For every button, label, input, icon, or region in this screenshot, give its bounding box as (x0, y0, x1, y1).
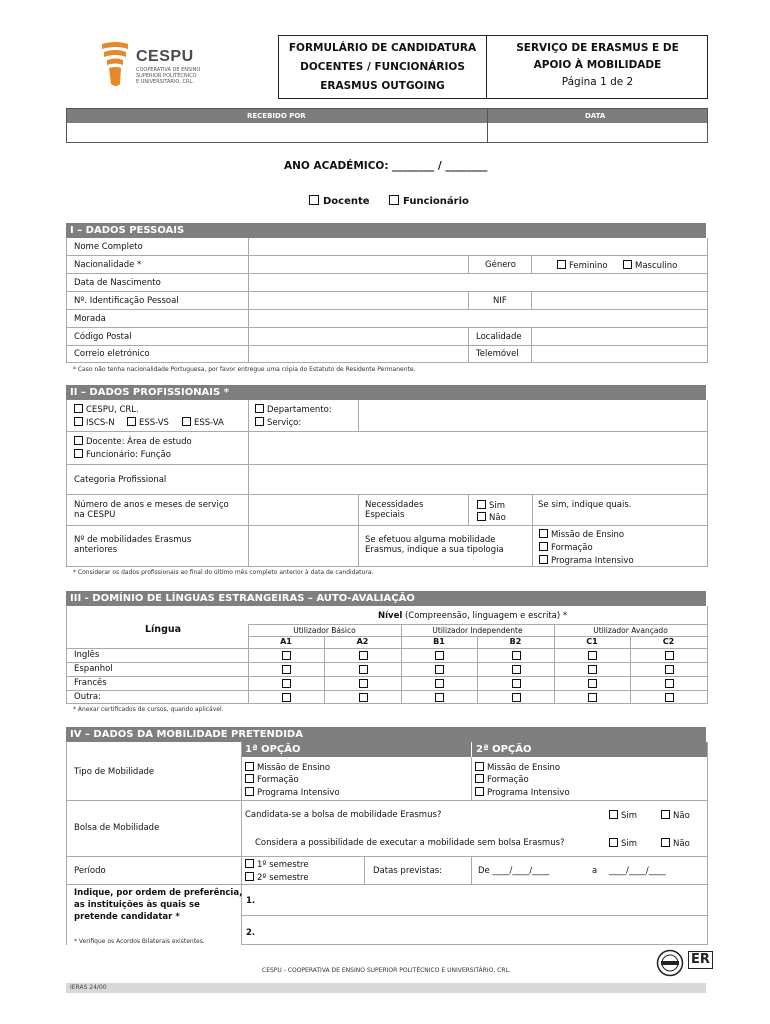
expected-dates-label: Datas previstas: (373, 866, 443, 876)
postal-code-field[interactable] (249, 328, 468, 345)
form-code: IERAS 24/00 (70, 984, 107, 991)
professional-note: * Considerar os dados profissionais ao final do último mês completo anterior à data de candidatura. (73, 569, 374, 576)
full-name-label: Nome Completo (74, 242, 143, 252)
personal-note: * Caso não tenha nacionalidade Portuguesa, por favor entregue uma cópia do Estatuto de Residente Permanente. (73, 366, 416, 373)
prev-mobilities-field[interactable] (249, 526, 358, 566)
birth-date-label: Data de Nascimento (74, 278, 161, 288)
prev-teaching-option[interactable]: Missão de Ensino (539, 529, 624, 540)
years-service-label: Número de anos e meses de serviço na CESPU (74, 500, 229, 520)
checkbox-icon (475, 774, 484, 783)
level-b2: B2 (509, 637, 522, 646)
section-mobility-title: IV – DADOS DA MOBILIDADE PRETENDIDA (66, 727, 706, 742)
grant-question-1: Candidata-se a bolsa de mobilidade Erasmus? (245, 810, 442, 820)
language-level-checkbox[interactable] (588, 679, 597, 688)
checkbox-icon (255, 404, 264, 413)
footer-bar (66, 983, 706, 993)
received-by-label: RECEBIDO POR (247, 112, 306, 120)
language-level-checkbox[interactable] (665, 679, 674, 688)
docente-area-option[interactable]: Docente: Área de estudo (74, 436, 192, 447)
header-table (278, 35, 708, 99)
page-number: Página 1 de 2 (561, 76, 634, 88)
opt1-teaching-option[interactable]: Missão de Ensino (245, 762, 330, 773)
mobile-field[interactable] (532, 346, 707, 362)
checkbox-icon (245, 787, 254, 796)
address-field[interactable] (249, 310, 707, 327)
semester2-option[interactable]: 2º semestre (245, 872, 309, 883)
language-level-checkbox[interactable] (435, 651, 444, 660)
institutions-label: Indique, por ordem de preferência, as instituições às quais se pretende candidatar * (74, 888, 243, 922)
checkbox-icon (623, 260, 632, 269)
checkbox-icon (245, 859, 254, 868)
checkbox-icon (127, 417, 136, 426)
special-yes-option[interactable]: Sim (477, 500, 505, 511)
checkbox-icon (477, 500, 486, 509)
option1-heading: 1ª OPÇÃO (245, 744, 301, 755)
grant1-yes-option[interactable]: Sim (609, 810, 637, 821)
basic-user-heading: Utilizador Básico (293, 626, 356, 635)
prev-intensive-option[interactable]: Programa Intensivo (539, 555, 634, 566)
language-level-checkbox[interactable] (282, 651, 291, 660)
section-languages-title: III - DOMÍNIO DE LÍNGUAS ESTRANGEIRAS – AUTO-AVALIAÇÃO (66, 591, 706, 606)
essvs-option[interactable]: ESS-VS (127, 417, 169, 428)
checkbox-icon (661, 810, 670, 819)
level-b1: B1 (433, 637, 445, 646)
language-level-checkbox[interactable] (665, 665, 674, 674)
category-label: Categoria Profissional (74, 475, 167, 485)
nationality-field[interactable] (249, 256, 468, 273)
special-no-option[interactable]: Não (477, 512, 506, 523)
checkbox-icon (609, 810, 618, 819)
institutions-note: * Verifique os Acordos Bilaterais existentes. (74, 938, 205, 945)
checkbox-icon (539, 542, 548, 551)
languages-table (66, 606, 708, 704)
language-level-checkbox[interactable] (512, 651, 521, 660)
level-a1: A1 (280, 637, 292, 646)
language-level-checkbox[interactable] (512, 679, 521, 688)
certification-logo: ER (688, 951, 713, 969)
checkbox-icon (74, 404, 83, 413)
prev-training-option[interactable]: Formação (539, 542, 593, 553)
language-level-checkbox[interactable] (665, 651, 674, 660)
checkbox-icon (245, 872, 254, 881)
checkbox-icon (255, 417, 264, 426)
gender-male-option[interactable]: Masculino (623, 260, 677, 271)
email-label: Correio eletrónico (74, 349, 150, 359)
checkbox-icon (245, 762, 254, 771)
grant1-no-option[interactable]: Não (661, 810, 690, 821)
level-heading: Nível (Compreensão, linguagem e escrita) * (378, 611, 568, 621)
service-title: SERVIÇO DE ERASMUS E DE APOIO À MOBILIDADE Página 1 de 2 (488, 36, 707, 98)
checkbox-icon (475, 787, 484, 796)
received-date-field[interactable] (488, 123, 707, 142)
iscs-option[interactable]: ISCS-N (74, 417, 115, 428)
checkbox-icon (477, 512, 486, 521)
special-needs-label: Necessidades Especiais (365, 500, 424, 520)
language-heading: Língua (145, 624, 182, 635)
footer-organization: CESPU - COOPERATIVA DE ENSINO SUPERIOR POLITÉCNICO E UNIVERSITÁRIO, CRL. (262, 967, 511, 974)
locality-field[interactable] (532, 328, 707, 345)
language-level-checkbox[interactable] (665, 693, 674, 702)
language-level-checkbox[interactable] (282, 679, 291, 688)
cespu-option[interactable]: CESPU, CRL. (74, 404, 139, 415)
personal-data-table (66, 238, 708, 363)
if-yes-field[interactable]: Se sim, indique quais. (538, 500, 632, 510)
service-option[interactable]: Serviço: (255, 417, 301, 428)
date-to-field[interactable]: ____/____/____ (609, 866, 666, 876)
language-level-checkbox[interactable] (512, 665, 521, 674)
mobility-type-label: Tipo de Mobilidade (74, 767, 155, 777)
postal-code-label: Código Postal (74, 332, 132, 342)
locality-label: Localidade (476, 332, 522, 342)
language-level-checkbox[interactable] (359, 665, 368, 674)
section-professional-title: II – DADOS PROFISSIONAIS * (66, 385, 706, 400)
checkbox-icon (539, 529, 548, 538)
grant-question-2: Considera a possibilidade de executar a mobilidade sem bolsa Erasmus? (255, 838, 565, 848)
gender-female-option[interactable]: Feminino (557, 260, 608, 271)
language-level-checkbox[interactable] (359, 693, 368, 702)
role-docente-option[interactable]: Docente (309, 195, 370, 207)
language-row-label: Francês (74, 678, 107, 688)
nif-label: NIF (493, 296, 507, 306)
checkbox-icon (74, 436, 83, 445)
department-field[interactable] (359, 400, 707, 431)
grant2-no-option[interactable]: Não (661, 838, 690, 849)
checkbox-icon (661, 838, 670, 847)
institution-1-number: 1. (246, 896, 256, 906)
independent-user-heading: Utilizador Independente (432, 626, 523, 635)
date-separator: a (592, 866, 598, 876)
language-level-checkbox[interactable] (435, 679, 444, 688)
language-row-label: Espanhol (74, 664, 113, 674)
language-level-checkbox[interactable] (282, 665, 291, 674)
nif-field[interactable] (532, 292, 707, 309)
logo-name: CESPU (136, 48, 194, 65)
institution-1-field[interactable] (259, 886, 707, 915)
email-field[interactable] (249, 346, 468, 362)
option2-heading: 2ª OPÇÃO (476, 744, 532, 755)
period-label: Período (74, 866, 106, 876)
logo-mark-icon (98, 40, 134, 90)
semester1-option[interactable]: 1º semestre (245, 859, 309, 870)
section-personal-title: I – DADOS PESSOAIS (66, 223, 706, 238)
gender-label: Género (485, 260, 516, 270)
opt2-teaching-option[interactable]: Missão de Ensino (475, 762, 560, 773)
institution-2-field[interactable] (259, 916, 707, 944)
checkbox-icon (389, 195, 399, 205)
language-level-checkbox[interactable] (588, 651, 597, 660)
checkbox-icon (557, 260, 566, 269)
mobility-type-question: Se efetuou alguma mobilidade Erasmus, indique a sua tipologia (365, 535, 504, 555)
opt1-intensive-option[interactable]: Programa Intensivo (245, 787, 340, 798)
language-level-checkbox[interactable] (588, 665, 597, 674)
checkbox-icon (609, 838, 618, 847)
logo-subtitle: COOPERATIVA DE ENSINO SUPERIOR POLITÉCNICO E UNIVERSITÁRIO, CRL. (136, 67, 201, 85)
opt2-intensive-option[interactable]: Programa Intensivo (475, 787, 570, 798)
birth-date-field[interactable] (249, 274, 707, 291)
role-funcionario-option[interactable]: Funcionário (389, 195, 469, 207)
nationality-label: Nacionalidade * (74, 260, 142, 270)
grant2-yes-option[interactable]: Sim (609, 838, 637, 849)
full-name-field[interactable] (249, 238, 707, 255)
grant-label: Bolsa de Mobilidade (74, 823, 160, 833)
language-level-checkbox[interactable] (359, 651, 368, 660)
date-label: DATA (585, 112, 606, 120)
language-level-checkbox[interactable] (435, 665, 444, 674)
id-number-label: Nº. Identificação Pessoal (74, 296, 179, 306)
academic-year[interactable]: ANO ACADÉMICO: ________ / ________ (284, 160, 488, 172)
institution-2-number: 2. (246, 928, 256, 938)
checkbox-icon (74, 417, 83, 426)
area-function-field[interactable] (249, 432, 707, 464)
checkbox-icon (245, 774, 254, 783)
language-row-label: Outra: (74, 692, 101, 702)
language-level-checkbox[interactable] (435, 693, 444, 702)
language-row-label: Inglês (74, 650, 100, 660)
level-c2: C2 (662, 637, 675, 646)
address-label: Morada (74, 314, 106, 324)
department-option[interactable]: Departamento: (255, 404, 332, 415)
checkbox-icon (182, 417, 191, 426)
opt2-training-option[interactable]: Formação (475, 774, 529, 785)
certification-seal-icon (656, 949, 684, 977)
languages-note: * Anexar certificados de cursos, quando aplicável. (73, 706, 224, 713)
mobile-label: Telemóvel (476, 349, 519, 359)
professional-data-table (66, 400, 708, 567)
category-field[interactable] (249, 465, 707, 494)
funcionario-funcao-option[interactable]: Funcionário: Função (74, 449, 171, 460)
received-box (66, 108, 708, 143)
language-level-checkbox[interactable] (512, 693, 521, 702)
form-title: FORMULÁRIO DE CANDIDATURA DOCENTES / FUNCIONÁRIOS ERASMUS OUTGOING (279, 36, 487, 98)
advanced-user-heading: Utilizador Avançado (593, 626, 668, 635)
checkbox-icon (475, 762, 484, 771)
mobility-table (66, 742, 708, 945)
level-a2: A2 (356, 637, 369, 646)
level-c1: C1 (586, 637, 598, 646)
id-number-field[interactable] (249, 292, 468, 309)
checkbox-icon (309, 195, 319, 205)
language-level-checkbox[interactable] (282, 693, 291, 702)
date-from-field[interactable]: De ____/____/____ (478, 866, 550, 876)
years-service-field[interactable] (249, 495, 358, 525)
cespu-logo (98, 40, 228, 90)
opt1-training-option[interactable]: Formação (245, 774, 299, 785)
language-level-checkbox[interactable] (588, 693, 597, 702)
language-level-checkbox[interactable] (359, 679, 368, 688)
checkbox-icon (74, 449, 83, 458)
received-by-field[interactable] (67, 123, 487, 142)
prev-mobilities-label: Nº de mobilidades Erasmus anteriores (74, 535, 192, 555)
checkbox-icon (539, 555, 548, 564)
essva-option[interactable]: ESS-VA (182, 417, 224, 428)
